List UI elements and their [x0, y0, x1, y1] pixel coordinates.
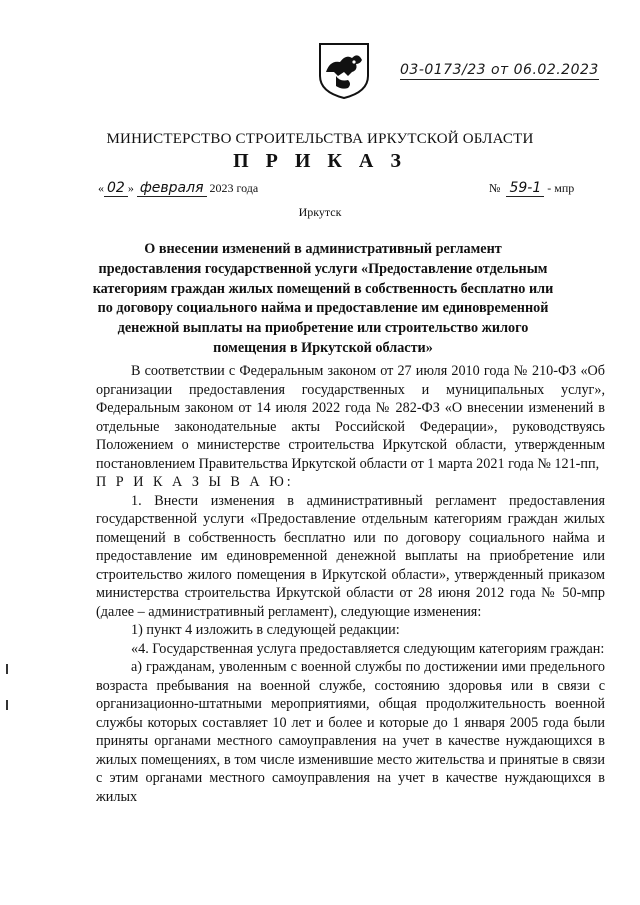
ministry-name: МИНИСТЕРСТВО СТРОИТЕЛЬСТВА ИРКУТСКОЙ ОБЛАСТИ	[106, 131, 534, 147]
order-date: « 02 » февраля 2023 года	[98, 180, 259, 196]
date-day: 02	[104, 180, 128, 197]
point-4-paragraph: «4. Государственная услуга предоставляется следующим категориям граждан:	[131, 640, 605, 657]
date-month: февраля	[137, 180, 207, 197]
registration-number	[400, 62, 599, 78]
order-number	[489, 180, 574, 196]
document-body	[96, 362, 605, 806]
coat-of-arms-emblem	[318, 42, 370, 100]
margin-scan-mark	[6, 664, 8, 674]
item-1-paragraph: 1. Внести изменения в административный регламент предоставления государственной услуги «Предоставление отдельным категориям граждан жилых помещений в собственность бесплатно или по договору социального найма и предоставление им единовременной денежной выплаты на приобретение или строительство жилого помещения в Иркутской области», утвержденный приказом министерства строительства Иркутской области от 28 июня 2012 года № 50-мпр (далее – административный регламент), следующие изменения:	[96, 492, 605, 620]
number-prefix: №	[489, 181, 501, 195]
date-year: 2023 года	[209, 181, 259, 195]
margin-scan-mark	[6, 700, 8, 710]
order-word: П Р И К А З Ы В А Ю:	[96, 474, 294, 490]
preamble-paragraph: В соответствии с Федеральным законом от 27 июля 2010 года № 210-ФЗ «Об организации предоставления государственных и муниципальных услуг», Федеральным законом от 14 июля 2022 года № 282-ФЗ «О внесении изменений в отдельные законодательные акты Российской Федерации», руководствуясь Положением о министерстве строительства Иркутской области, утвержденным постановлением Правительства Иркутской области от 1 марта 2021 года № 121-пп,	[96, 363, 605, 472]
document-heading: О внесении изменений в административный регламент предоставления государственной услуги «Предоставление отдельным категориям граждан жилых помещений в собственность бесплатно или по договору социального найма и предоставление им единовременной денежной выплаты на приобретение или строительство жилого помещения в Иркутской области»	[92, 241, 554, 356]
point-4a-paragraph: а) гражданам, уволенным с военной службы по достижении ими предельного возраста пребывания на военной службе, состоянию здоровья или в связи с организационно-штатными мероприятиями, общая продолжительность военной службы которых составляет 10 лет и более и которые до 1 января 2005 года были приняты органами местного самоуправления на учет в качестве нуждающихся в жилых помещениях, в том числе изменившие место жительства и принятые в связи с этим органами местного самоуправления на учет в качестве нуждающихся в жилых	[96, 659, 605, 805]
item-1-1-paragraph: 1) пункт 4 изложить в следующей редакции:	[131, 622, 400, 638]
city-name: Иркутск	[298, 205, 342, 219]
registration-number-text: 03-0173/23 от 06.02.2023	[400, 62, 599, 78]
number-suffix: - мпр	[547, 181, 575, 195]
registration-underline	[400, 79, 599, 80]
order-title: П Р И К А З	[233, 150, 407, 172]
number-value: 59-1	[506, 180, 544, 197]
